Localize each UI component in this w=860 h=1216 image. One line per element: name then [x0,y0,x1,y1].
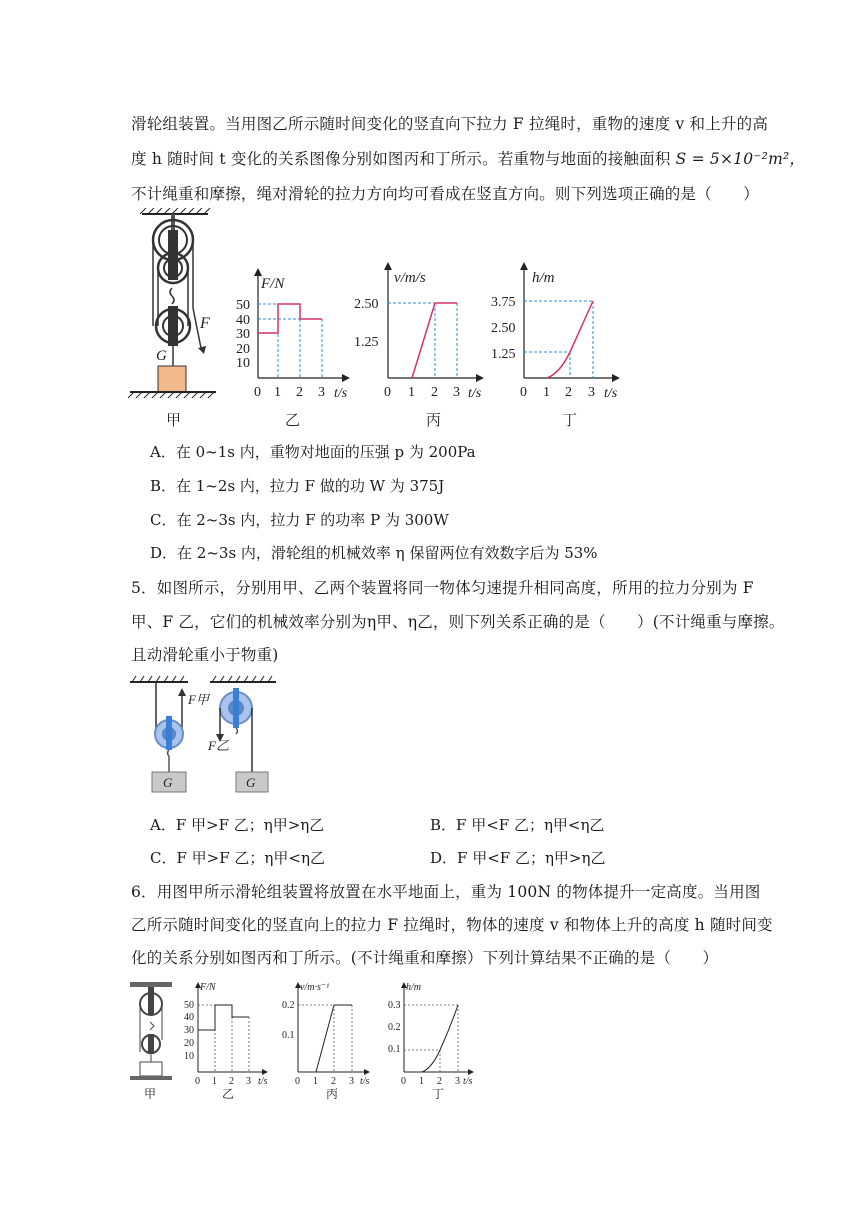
tick: 30 [236,327,250,342]
tick: 0 [384,385,391,400]
x-axis-label: t/s [463,1076,473,1087]
q5-text-line-2: 甲、F 乙，它们的机械效率分别为η甲、η乙，则下列关系正确的是（ ）(不计绳重与摩擦。 [131,613,785,631]
y-axis-label: v/m/s [394,270,426,286]
q6-caption-bing: 丙 [326,1087,339,1101]
q4-height-graph [491,262,620,429]
q5-option-b[interactable]: B．F 甲<F 乙；η甲<η乙 [430,816,605,834]
q4-text-line-3: 不计绳重和摩擦，绳对滑轮的拉力方向均可看成在竖直方向。则下列选项正确的是（ ） [131,185,760,203]
tick: 1.25 [491,347,516,362]
tick: 2 [565,385,572,400]
q5-text-line-1: 5．如图所示，分别用甲、乙两个装置将同一物体匀速提升相同高度，所用的拉力分别为 F [131,579,754,597]
tick: 0.1 [282,1030,295,1041]
x-axis-label: t/s [258,1076,268,1087]
y-axis-label: F/N [200,982,216,993]
q6-text-line-3: 化的关系分别如图丙和丁所示。(不计绳重和摩擦）下列计算结果不正确的是（ ） [131,949,719,967]
tick: 1 [543,385,550,400]
tick: 0 [401,1076,406,1087]
contact-area-formula: S = 5×10⁻²m²， [675,150,806,168]
q6-figure [128,980,488,1102]
y-axis-label: F/N [261,276,285,292]
q5-option-d[interactable]: D．F 甲<F 乙；η甲>η乙 [430,849,606,867]
tick: 10 [236,356,250,371]
tick: 50 [236,298,250,313]
force-jia-label: F甲 [188,692,209,707]
tick: 50 [184,1000,194,1011]
q4-option-d[interactable]: D．在 2~3s 内，滑轮组的机械效率 η 保留两位有效数字后为 53% [150,544,598,562]
x-axis-label: t/s [604,386,618,401]
q4-option-a[interactable]: A．在 0~1s 内，重物对地面的压强 p 为 200Pa [150,443,476,461]
q4-figure [128,208,648,438]
weight-label: G [156,348,167,364]
caption-bing: 丙 [426,411,442,429]
tick: 3 [455,1076,460,1087]
tick: 0 [295,1076,300,1087]
x-axis-label: t/s [360,1076,370,1087]
tick: 0 [254,385,261,400]
q6-force-graph [184,982,268,1101]
force-yi-label: F乙 [208,738,229,753]
q6-pulley-system [130,982,172,1101]
q5-text-line-3: 且动滑轮重小于物重) [131,646,279,664]
tick: 2.50 [354,297,379,312]
q4-force-graph [236,268,350,429]
tick: 3 [453,385,460,400]
tick: 2 [296,385,303,400]
x-axis-label: t/s [334,386,348,401]
q4-pulley-system [128,208,216,429]
tick: 40 [236,313,250,328]
q5-option-a[interactable]: A．F 甲>F 乙；η甲>η乙 [150,816,325,834]
tick: 1 [212,1076,217,1087]
weight-2-label: G [246,775,256,790]
y-axis-label: h/m [406,982,421,993]
q6-text-line-1: 6．用图甲所示滑轮组装置将放置在水平地面上，重为 100N 的物体提升一定高度。当用图 [131,883,761,901]
q4-text-line-1: 滑轮组装置。当用图乙所示随时间变化的竖直向下拉力 F 拉绳时，重物的速度 v 和上升的高 [131,115,769,133]
tick: 3 [349,1076,354,1087]
q6-height-graph [388,982,474,1101]
tick: 0.3 [388,1000,401,1011]
tick: 40 [184,1012,194,1023]
tick: 1 [274,385,281,400]
tick: 0 [520,385,527,400]
q6-caption-jia: 甲 [144,1087,157,1101]
q6-caption-ding: 丁 [432,1087,445,1101]
tick: 2 [331,1076,336,1087]
force-label: F [200,315,210,332]
q4-option-b[interactable]: B．在 1~2s 内，拉力 F 做的功 W 为 375J [150,477,445,495]
tick: 20 [184,1038,194,1049]
q6-text-line-2: 乙所示随时间变化的竖直向上的拉力 F 拉绳时，物体的速度 v 和物体上升的高度 h 随时间变 [131,916,773,934]
caption-yi: 乙 [285,411,301,429]
q5-figure [128,674,308,800]
q5-option-c[interactable]: C．F 甲>F 乙；η甲<η乙 [150,849,325,867]
tick: 0 [195,1076,200,1087]
svg-text:F/N [260,276,285,292]
tick: 3 [588,385,595,400]
tick: 3 [318,385,325,400]
caption-jia: 甲 [166,411,182,429]
y-axis-label: v/m·s⁻¹ [300,982,330,993]
tick: 3.75 [491,295,516,310]
tick: 10 [184,1051,194,1062]
tick: 2.50 [491,321,516,336]
tick: 1 [313,1076,318,1087]
tick: 1 [408,385,415,400]
tick: 30 [184,1025,194,1036]
tick: 0.2 [282,1000,295,1011]
q4-text-line-2: 度 h 随时间 t 变化的关系图像分别如图丙和丁所示。若重物与地面的接触面积 S = 5×10⁻²m²， [131,150,806,168]
tick: 2 [229,1076,234,1087]
tick: 20 [236,342,250,357]
caption-ding: 丁 [562,411,578,429]
tick: 2 [431,385,438,400]
q4-velocity-graph [354,262,484,429]
q4-option-c[interactable]: C．在 2~3s 内，拉力 F 的功率 P 为 300W [150,511,449,529]
tick: 0.1 [388,1044,401,1055]
x-axis-label: t/s [468,386,482,401]
tick: 3 [246,1076,251,1087]
q6-caption-yi: 乙 [222,1087,235,1101]
tick: 0.2 [388,1022,401,1033]
tick: 1 [419,1076,424,1087]
weight-1-label: G [163,775,173,790]
y-axis-label: h/m [532,270,555,286]
tick: 1.25 [354,335,379,350]
q6-velocity-graph [282,982,370,1101]
tick: 2 [437,1076,442,1087]
